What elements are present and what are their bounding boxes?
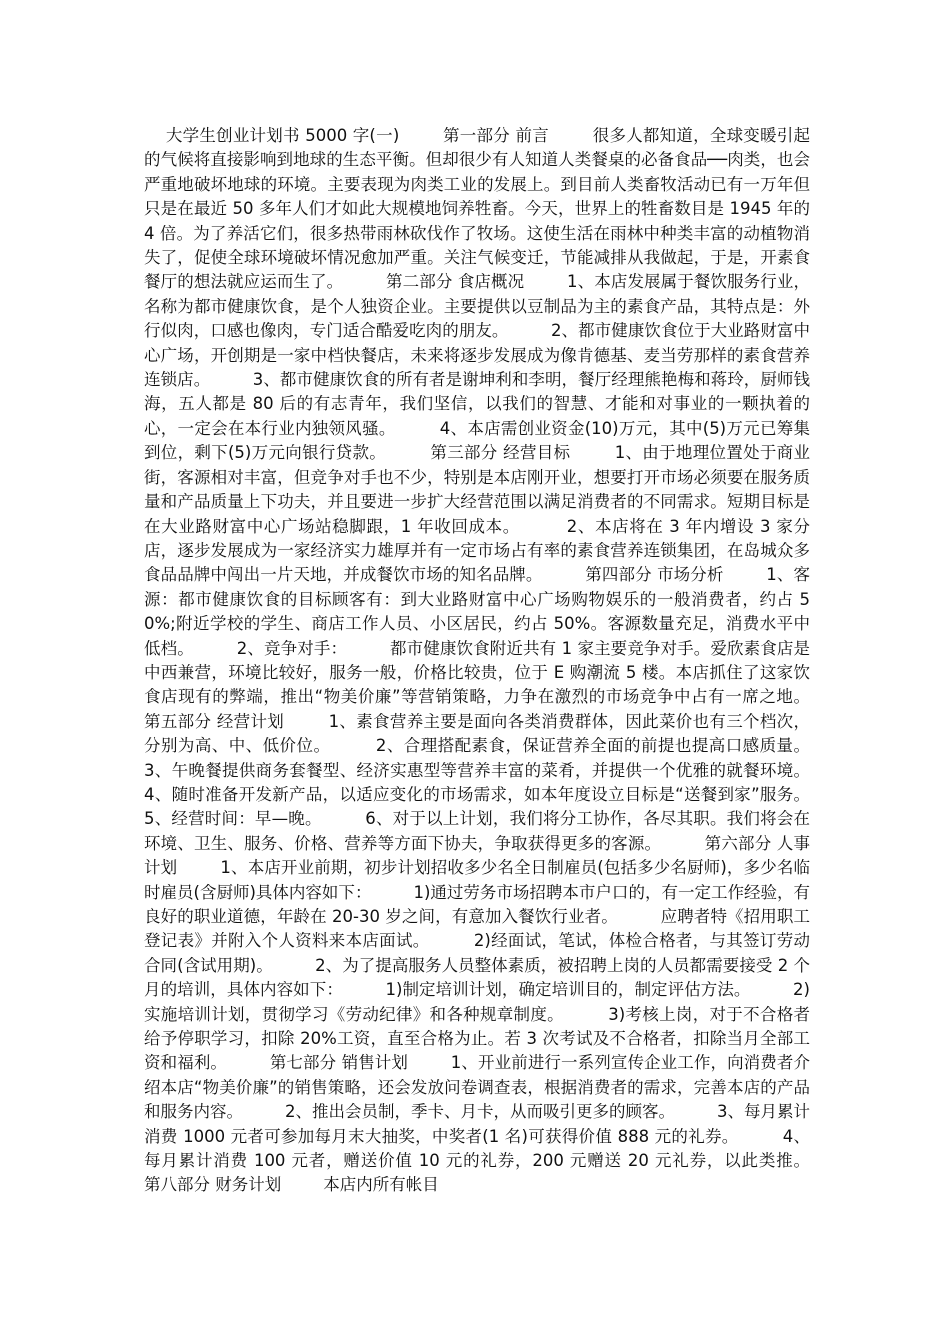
document-body-text: 大学生创业计划书 5000 字(一) 第一部分 前言 很多人都知道，全球变暖引起的气候将直接影响到地球的生态平衡。但却很少有人知道人类餐桌的必备食品──肉类，也会严重地破坏地球的环境。主要表现为肉类工业的发展上。到目前人类畜牧活动已有一万年但只是在最近 50 多年人们才如此大规模地饲养牲畜。今天，世界上的牲畜数目是 1945 年的 4 倍。为了养活它们，很多热带雨林砍伐作了牧场。这使生活在雨林中种类丰富的动植物消失了，促使全球环境破坏情况愈加严重。关注气候变迁，节能减排从我做起，于是，开素食餐厅的想法就应运而生了。 第二部分 食店概况 1、本店发展属于餐饮服务行业，名称为都市健康饮食，是个人独资企业。主要提供以豆制品为主的素食产品，其特点是：外行似肉，口感也像肉，专门适合酷爱吃肉的朋友。 2、都市健康饮食位于大业路财富中心广场，开创期是一家中档快餐店，未来将逐步发展成为像肯德基、麦当劳那样的素食营养连锁店。 3、都市健康饮食的所有者是谢坤利和李明，餐厅经理熊艳梅和蒋玲，厨师钱海，五人都是 80 后的有志青年，我们坚信，以我们的智慧、才能和对事业的一颗执着的心，一定会在本行业内独领风骚。 4、本店需创业资金(10)万元，其中(5)万元已筹集到位，剩下(5)万元向银行贷款。 第三部分 经营目标 1、由于地理位置处于商业街，客源相对丰富，但竞争对手也不少，特别是本店刚开业，想要打开市场必须要在服务质量和产品质量上下功夫，并且要进一步扩大经营范围以满足消费者的不同需求。短期目标是在大业路财富中心广场站稳脚跟，1 年收回成本。 2、本店将在 3 年内增设 3 家分店，逐步发展成为一家经济实力雄厚并有一定市场占有率的素食营养连锁集团，在岛城众多食品品牌中闯出一片天地，并成餐饮市场的知名品牌。 第四部分 市场分析 1、客源：都市健康饮食的目标顾客有：到大业路财富中心广场购物娱乐的一般消费者，约占 50%;附近学校的学生、商店工作人员、小区居民，约占 50%。客源数量充足，消费水平中低档。 2、竞争对手： 都市健康饮食附近共有 1 家主要竞争对手。爱欣素食店是中西兼营，环境比较好，服务一般，价格比较贵，位于 E 购潮流 5 楼。本店抓住了这家饮食店现有的弊端，推出“物美价廉”等营销策略，力争在激烈的市场竞争中占有一席之地。 第五部分 经营计划 1、素食营养主要是面向各类消费群体，因此菜价也有三个档次，分别为高、中、低价位。 2、合理搭配素食，保证营养全面的前提也提高口感质量。 3、午晚餐提供商务套餐型、经济实惠型等营养丰富的菜肴，并提供一个优雅的就餐环境。 4、随时准备开发新产品，以适应变化的市场需求，如本年度设立目标是“送餐到家”服务。 5、经营时间：早—晚。 6、对于以上计划，我们将分工协作，各尽其职。我们将会在环境、卫生、服务、价格、营养等方面下协夫，争取获得更多的客源。 第六部分 人事计划 1、本店开业前期，初步计划招收多少名全日制雇员(包括多少名厨师)，多少名临时雇员(含厨师)具体内容如下： 1)通过劳务市场招聘本市户口的，有一定工作经验，有良好的职业道德，年龄在 20-30 岁之间，有意加入餐饮行业者。 应聘者特《招用职工登记表》并附入个人资料来本店面试。 2)经面试，笔试，体检合格者，与其签订劳动合同(含试用期)。 2、为了提高服务人员整体素质，被招聘上岗的人员都需要接受 2 个月的培训，具体内容如下： 1)制定培训计划，确定培训目的，制定评估方法。 2)实施培训计划，贯彻学习《劳动纪律》和各种规章制度。 3)考核上岗，对于不合格者给予停职学习，扣除 20%工资，直至合格为止。若 3 次考试及不合格者，扣除当月全部工资和福利。 第七部分 销售计划 1、开业前进行一系列宣传企业工作，向消费者介绍本店“物美价廉”的销售策略，还会发放问卷调查表，根据消费者的需求，完善本店的产品和服务内容。 2、推出会员制，季卡、月卡，从而吸引更多的顾客。 3、每月累计消费 1000 元者可参加每月末大抽奖，中奖者(1 名)可获得价值 888 元的礼券。 4、每月累计消费 100 元者，赠送价值 10 元的礼券，200 元赠送 20 元礼券，以此类推。 第八部分 财务计划 本店内所有帐目 <box>144 126 852 1195</box>
